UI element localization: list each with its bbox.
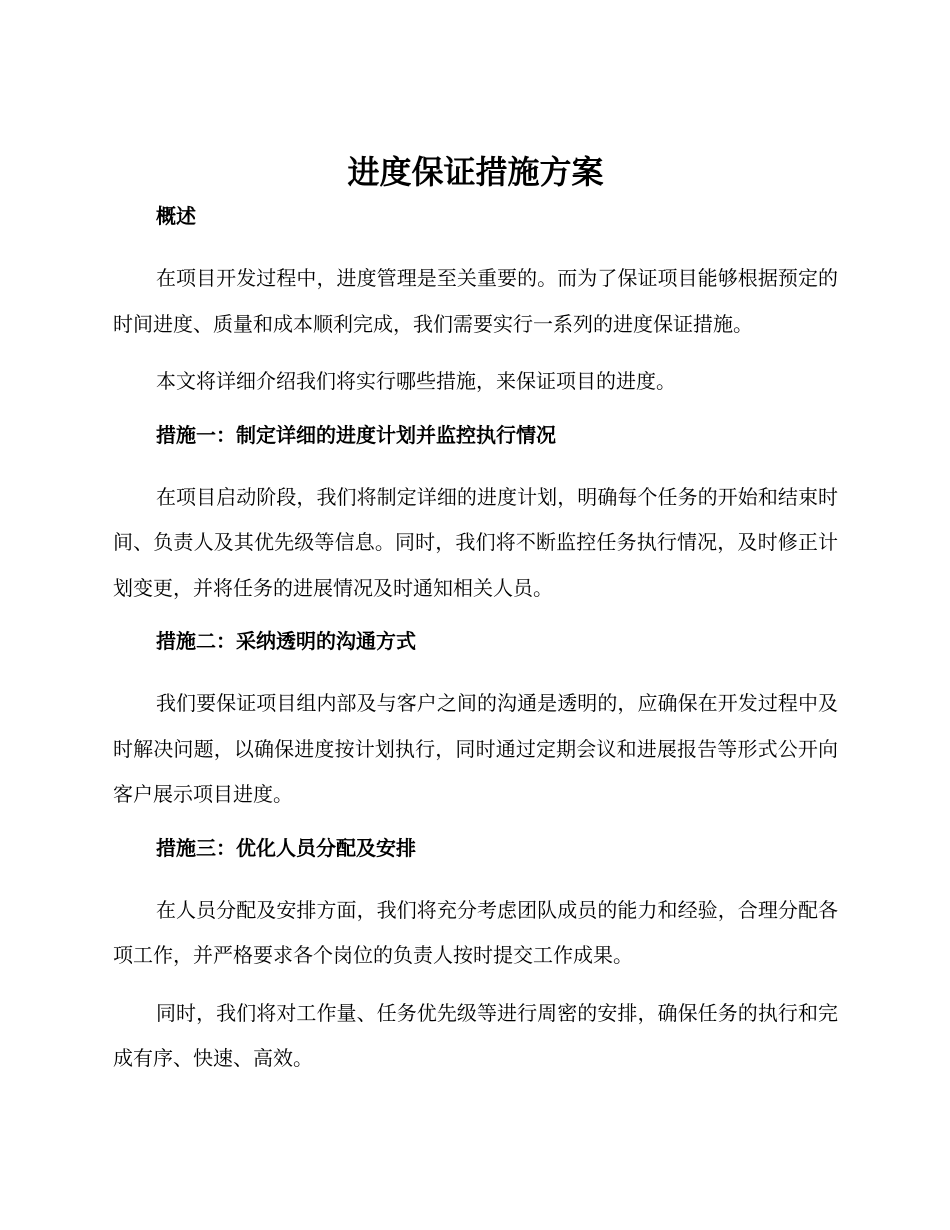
measure-3-paragraph-1: 在人员分配及安排方面，我们将充分考虑团队成员的能力和经验，合理分配各项工作，并严格要求各个岗位的负责人按时提交工作成果。: [113, 897, 838, 967]
measure-3-paragraph-2: 同时，我们将对工作量、任务优先级等进行周密的安排，确保任务的执行和完成有序、快速、高效。: [113, 1000, 838, 1070]
document-title: 进度保证措施方案: [347, 153, 604, 191]
section-heading-overview: 概述: [156, 204, 196, 228]
overview-paragraph-2: 本文将详细介绍我们将实行哪些措施，来保证项目的进度。: [156, 369, 676, 393]
section-heading-measure-2: 措施二：采纳透明的沟通方式: [156, 629, 416, 653]
section-heading-measure-1: 措施一：制定详细的进度计划并监控执行情况: [156, 422, 556, 447]
section-heading-measure-3: 措施三：优化人员分配及安排: [156, 835, 416, 860]
overview-paragraph-1: 在项目开发过程中，进度管理是至关重要的。而为了保证项目能够根据预定的时间进度、质量和成本顺利完成，我们需要实行一系列的进度保证措施。: [113, 266, 838, 336]
measure-1-paragraph: 在项目启动阶段，我们将制定详细的进度计划，明确每个任务的开始和结束时间、负责人及其优先级等信息。同时，我们将不断监控任务执行情况，及时修正计划变更，并将任务的进展情况及时通知相关人员。: [113, 484, 838, 600]
measure-2-paragraph: 我们要保证项目组内部及与客户之间的沟通是透明的，应确保在开发过程中及时解决问题，以确保进度按计划执行，同时通过定期会议和进展报告等形式公开向客户展示项目进度。: [113, 691, 838, 806]
